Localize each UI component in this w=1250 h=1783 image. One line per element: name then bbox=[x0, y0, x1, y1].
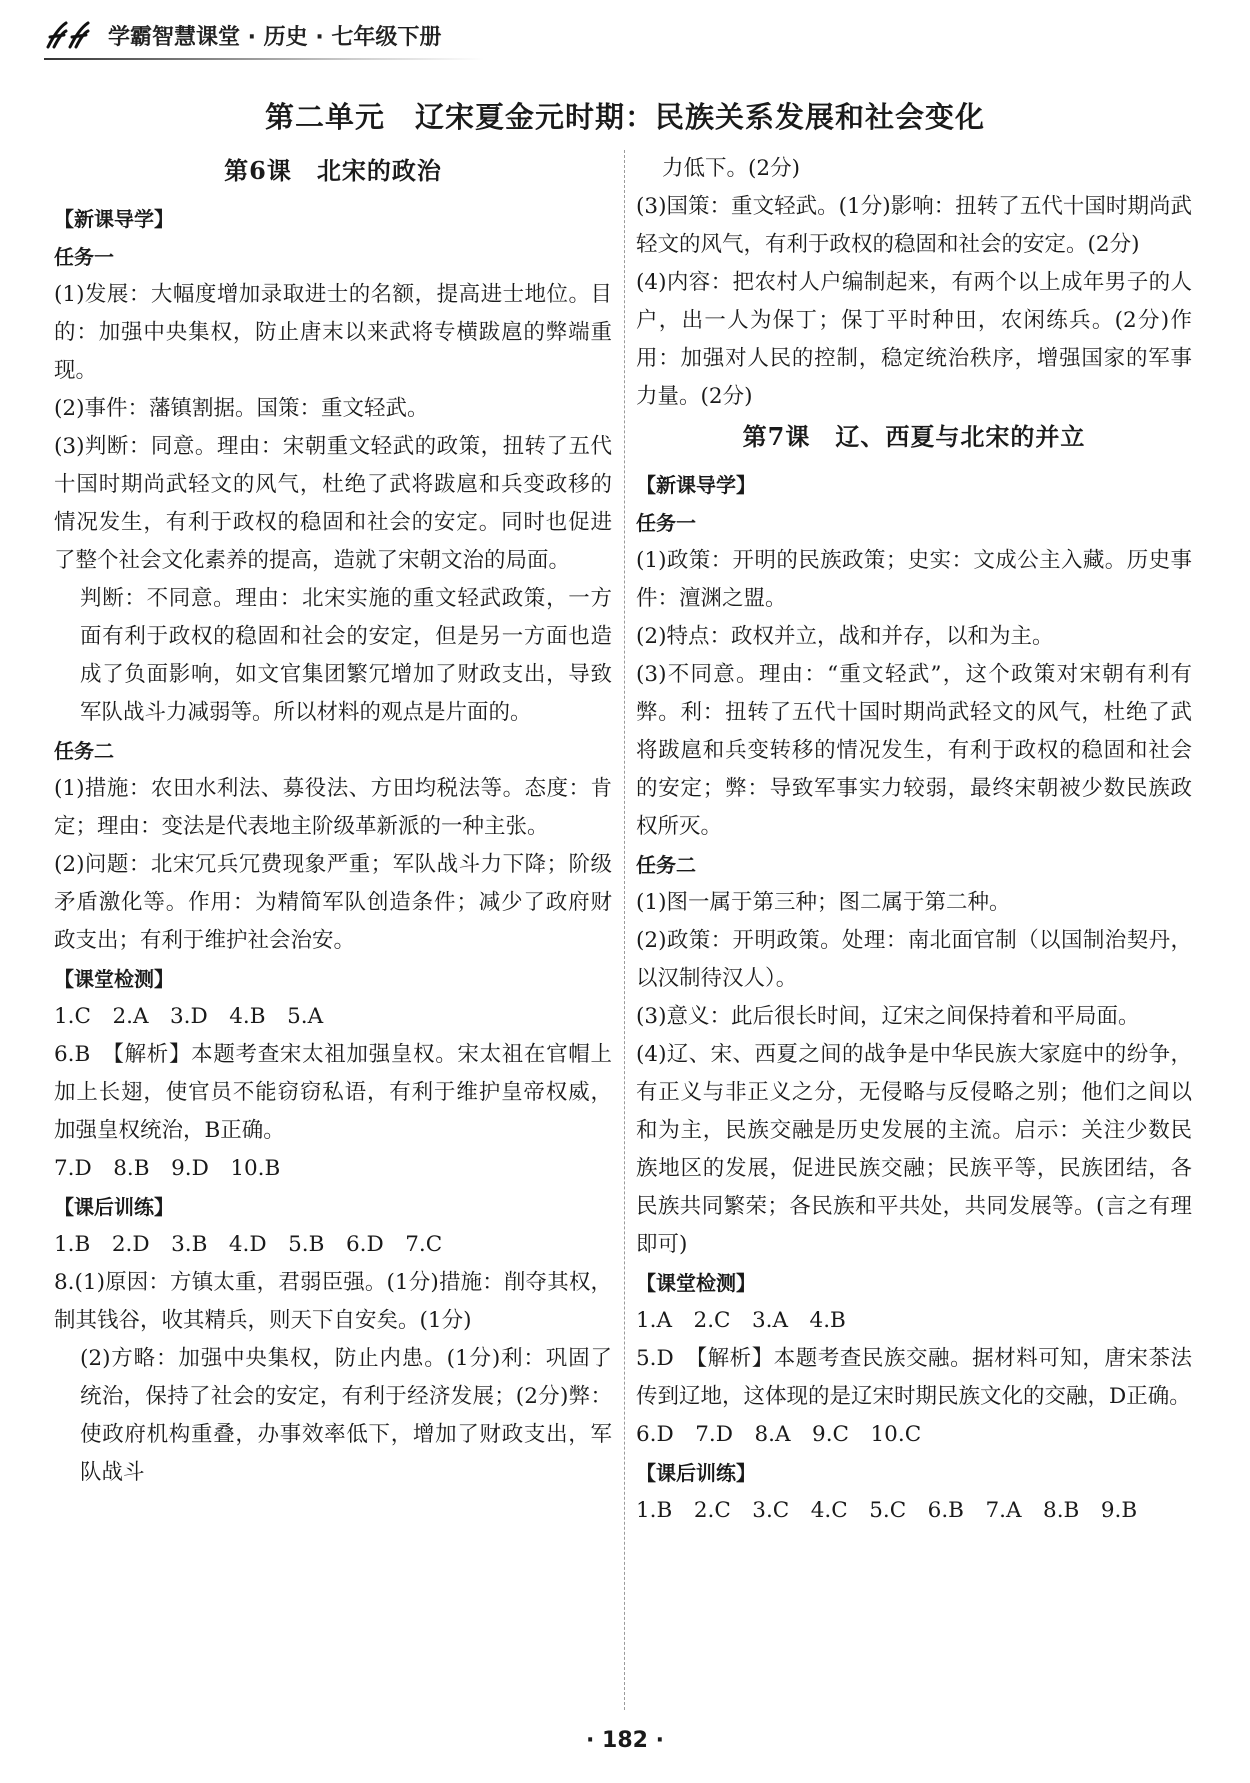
answer-paragraph: (3)不同意。理由：“重文轻武”，这个政策对宋朝有利有弊。利：扭转了五代十国时期尚武轻文的风气，杜绝了武将跋扈和兵变转移的情况发生，有利于政权的稳固和社会的安定；弊：导致军事实力较弱，最终宋朝被少数民族政权所灭。 bbox=[636, 662, 1192, 839]
section-class-test: 【课堂检测】 bbox=[636, 1271, 756, 1295]
answer-paragraph: (3)判断：同意。理由：宋朝重文轻武的政策，扭转了五代十国时期尚武轻文的风气，杜绝了武将跋扈和兵变政移的情况发生，有利于政权的稳固和社会的安定。同时也促进了整个社会文化素养的提高，造就了宋朝文治的局面。 bbox=[54, 434, 612, 573]
answer-key-line: 1.C 2.A 3.D 4.B 5.A bbox=[54, 1004, 324, 1029]
section-new-lesson: 【新课导学】 bbox=[636, 473, 756, 497]
answer-paragraph: (2)问题：北宋冗兵冗费现象严重；军队战斗力下降；阶级矛盾激化等。作用：为精简军队创造条件；减少了政府财政支出；有利于维护社会治安。 bbox=[54, 852, 612, 953]
answer-paragraph: (1)措施：农田水利法、募役法、方田均税法等。态度：肯定；理由：变法是代表地主阶级革新派的一种主张。 bbox=[54, 776, 612, 839]
page-header bbox=[44, 20, 441, 51]
section-after-class: 【课后训练】 bbox=[54, 1195, 174, 1219]
section-new-lesson: 【新课导学】 bbox=[54, 207, 174, 231]
answer-paragraph: (4)辽、宋、西夏之间的战争是中华民族大家庭中的纷争，有正义与非正义之分，无侵略与反侵略之别；他们之间以和为主，民族交融是历史发展的主流。启示：关注少数民族地区的发展，促进民族交融；民族平等，民族团结，各民族共同繁荣；各民族和平共处，共同发展等。(言之有理即可) bbox=[636, 1042, 1192, 1257]
answer-paragraph: (1)图一属于第三种；图二属于第二种。 bbox=[636, 890, 1011, 915]
task-one-label: 任务一 bbox=[54, 245, 114, 269]
brand-logo-icon bbox=[44, 21, 100, 51]
answer-paragraph: 8.(1)原因：方镇太重，君弱臣强。(1分)措施：削夺其权，制其钱谷，收其精兵，则天下自安矣。(1分) bbox=[54, 1270, 612, 1333]
right-column bbox=[636, 150, 1192, 1530]
answer-key-line: 6.D 7.D 8.A 9.C 10.C bbox=[636, 1422, 922, 1447]
header-title: 学霸智慧课堂 · 历史 · 七年级下册 bbox=[108, 25, 442, 50]
section-after-class: 【课后训练】 bbox=[636, 1461, 756, 1485]
answer-paragraph: 5.D 【解析】本题考查民族交融。据材料可知，唐宋茶法传到辽地，这体现的是辽宋时期民族文化的交融，D正确。 bbox=[636, 1346, 1192, 1409]
answer-paragraph: (2)政策：开明政策。处理：南北面官制（以国制治契丹，以汉制待汉人）。 bbox=[636, 928, 1192, 991]
column-divider bbox=[624, 150, 625, 1710]
answer-paragraph: (3)国策：重文轻武。(1分)影响：扭转了五代十国时期尚武轻文的风气，有利于政权的稳固和社会的安定。(2分) bbox=[636, 194, 1192, 257]
answer-key-line: 1.B 2.D 3.B 4.D 5.B 6.D 7.C bbox=[54, 1232, 443, 1257]
section-class-test: 【课堂检测】 bbox=[54, 967, 174, 991]
answer-paragraph: 判断：不同意。理由：北宋实施的重文轻武政策，一方面有利于政权的稳固和社会的安定，但是另一方面也造成了负面影响，如文官集团繁冗增加了财政支出，导致军队战斗力减弱等。所以材料的观点是片面的。 bbox=[80, 586, 612, 725]
task-one-label: 任务一 bbox=[636, 511, 696, 535]
answer-paragraph: (1)发展：大幅度增加录取进士的名额，提高进士地位。目的：加强中央集权，防止唐末以来武将专横跋扈的弊端重现。 bbox=[54, 282, 612, 383]
answer-paragraph: (4)内容：把农村人户编制起来，有两个以上成年男子的人户，出一人为保丁；保丁平时种田，农闲练兵。(2分)作用：加强对人民的控制，稳定统治秩序，增强国家的军事力量。(2分) bbox=[636, 270, 1192, 409]
task-two-label: 任务二 bbox=[636, 853, 696, 877]
answer-key-line: 1.B 2.C 3.C 4.C 5.C 6.B 7.A 8.B 9.B bbox=[636, 1498, 1138, 1523]
answer-key-line: 1.A 2.C 3.A 4.B bbox=[636, 1308, 846, 1333]
answer-paragraph: (3)意义：此后很长时间，辽宋之间保持着和平局面。 bbox=[636, 1004, 1140, 1029]
lesson-7-title: 第7课 辽、西夏与北宋的并立 bbox=[742, 422, 1086, 451]
answer-paragraph: (2)事件：藩镇割据。国策：重文轻武。 bbox=[54, 396, 429, 421]
answer-paragraph: 6.B 【解析】本题考查宋太祖加强皇权。宋太祖在官帽上加上长翅，使官员不能窃窃私语，有利于维护皇帝权威，加强皇权统治，B正确。 bbox=[54, 1042, 612, 1143]
page-number: · 182 · bbox=[586, 1728, 664, 1753]
answer-paragraph: (2)方略：加强中央集权，防止内患。(1分)利：巩固了统治，保持了社会的安定，有利于经济发展；(2分)弊：使政府机构重叠，办事效率低下，增加了财政支出，军队战斗 bbox=[80, 1346, 612, 1485]
answer-paragraph: (2)特点：政权并立，战和并存，以和为主。 bbox=[636, 624, 1054, 649]
unit-title: 第二单元 辽宋夏金元时期：民族关系发展和社会变化 bbox=[264, 100, 985, 134]
task-two-label: 任务二 bbox=[54, 739, 114, 763]
answer-paragraph: 力低下。(2分) bbox=[662, 156, 800, 181]
left-column bbox=[54, 150, 612, 1492]
lesson-6-title: 第6课 北宋的政治 bbox=[224, 156, 442, 185]
answer-key-line: 7.D 8.B 9.D 10.B bbox=[54, 1156, 281, 1181]
answer-paragraph: (1)政策：开明的民族政策；史实：文成公主入藏。历史事件：澶渊之盟。 bbox=[636, 548, 1192, 611]
header-rule bbox=[44, 58, 484, 60]
